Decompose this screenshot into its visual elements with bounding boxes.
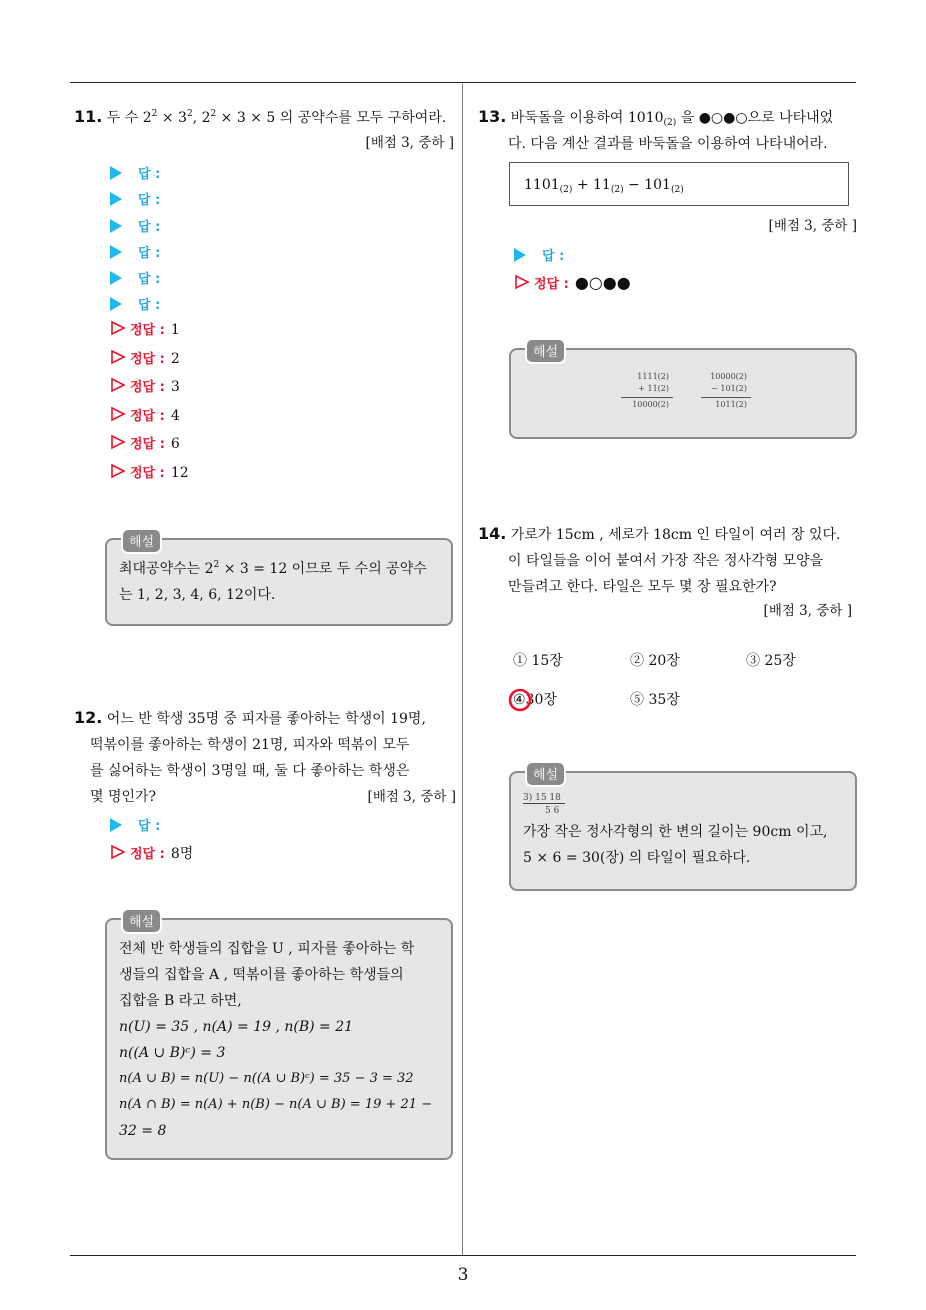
q12-number: 12. (74, 708, 103, 727)
q11-correct-list (110, 317, 189, 488)
top-rule (70, 82, 856, 83)
answer-row[interactable]: 답 : (110, 240, 160, 266)
correct-row: 정답 : 2 (110, 346, 189, 375)
q14-stem: 14. 가로가 15cm , 세로가 18cm 인 타일이 여러 장 있다. 이 타일들을 이어 붙여서 가장 작은 정사각형 모양을 만들려고 한다. 타일은 모두 몇 장 필요한가? (478, 524, 841, 595)
explanation-tag: 해설 (525, 761, 566, 787)
q11-score: [배점 3, 중하 ] (365, 135, 454, 151)
correct-row: 정답 : 4 (110, 403, 189, 432)
q12-answer (110, 813, 193, 868)
choice-4[interactable]: ④30장 (513, 689, 557, 709)
q13-expression-box: $1101_{(2)} + 11_{(2)} - 101_{(2)}$ (509, 162, 849, 206)
bottom-rule (70, 1255, 856, 1256)
correct-row: 정답 : 6 (110, 431, 189, 460)
correct-arrow-icon (110, 434, 126, 450)
answer-row[interactable]: 답 : (110, 813, 193, 839)
correct-arrow-icon (110, 349, 126, 365)
q11-explanation-box (105, 535, 453, 626)
page-number: 3 (457, 1265, 469, 1285)
q14-number: 14. (478, 524, 507, 543)
choice-2[interactable]: ② 20장 (630, 653, 680, 669)
correct-arrow-icon (110, 844, 126, 860)
answer-row[interactable]: 답 : (110, 187, 160, 213)
q11-stem: 11. 두 수 $2^2 \times 3^2$, $2^2 \times 3 \times 5$ 의 공약수를 모두 구하여라. (74, 107, 447, 126)
q11-explanation-text: 최대공약수는 $2^2 \times 3 = 12$ 이므로 두 수의 공약수 는 1, 2, 3, 4, 6, 12이다. (119, 560, 427, 603)
column-divider (462, 84, 463, 1255)
q12-score: [배점 3, 중하 ] (367, 789, 456, 805)
answer-row[interactable]: 답 : (514, 243, 631, 269)
correct-arrow-icon (110, 320, 126, 336)
correct-row: 정답 : 12 (110, 460, 189, 489)
answer-arrow-icon (110, 219, 122, 233)
calc-line (701, 397, 751, 398)
q13-explanation-box (509, 345, 857, 439)
q14-division-calc: 3) 15 18 5 6 (523, 793, 593, 819)
correct-row: 정답 : 3 (110, 374, 189, 403)
q12-explanation-box (105, 915, 453, 1160)
answer-row[interactable]: 답 : (110, 161, 160, 187)
answer-arrow-icon (110, 192, 122, 206)
calc-line (621, 397, 673, 398)
answer-row[interactable]: 답 : (110, 292, 160, 318)
q14-explanation-text: 가장 작은 정사각형의 한 변의 길이는 90cm 이고, 5 × 6 = 30(장) 의 타일이 필요하다. (523, 824, 828, 866)
answer-arrow-icon (110, 166, 122, 180)
explanation-tag: 해설 (525, 338, 566, 364)
choice-1[interactable]: ① 15장 (513, 653, 563, 669)
answer-arrow-icon (110, 271, 122, 285)
q12-stem: 12. 어느 반 학생 35명 중 피자를 좋아하는 학생이 19명, 떡볶이를 좋아하는 학생이 21명, 피자와 떡볶이 모두 를 싫어하는 학생이 3명일 때, 둘 다 좋아하는 학생은 몇 명인가? [배점 3, 중하 ] (74, 705, 456, 810)
answer-arrow-icon (110, 297, 122, 311)
choice-3[interactable]: ③ 25장 (746, 653, 796, 669)
choice-5[interactable]: ⑤ 35장 (630, 692, 680, 708)
q13-calc-right: 10000(2) − 101(2) 1011(2) (701, 372, 751, 416)
correct-row: 정답 : 8명 (110, 841, 193, 867)
q13-calc-left: 1111(2) + 11(2) 10000(2) (621, 372, 673, 416)
correct-row: 정답 : ●○●● (514, 270, 631, 296)
q13-number: 13. (478, 107, 507, 126)
answer-row[interactable]: 답 : (110, 214, 160, 240)
q11-answers (110, 161, 160, 319)
correct-arrow-icon (514, 274, 530, 290)
q12-explanation-text: 전체 반 학생들의 집합을 U , 피자를 좋아하는 학 생들의 집합을 A , 떡볶이를 좋아하는 학생들의 집합을 B 라고 하면, n(U) = 35 , n(A) = 19 , n(B) = 21 n((A ∪ B)ᶜ) = 3 n(A ∪ B) = n(U) − n((A ∪ B)ᶜ) = 35 − 3 = 32 n(A ∩ B) = n(A) + n(B) − n(A ∪ B) = 19 + 21 − 32 = 8 (119, 941, 433, 1139)
answer-arrow-icon (110, 245, 122, 259)
q14-explanation-box (509, 768, 857, 891)
selected-circle-icon (508, 688, 532, 712)
explanation-tag: 해설 (121, 528, 162, 554)
q14-score: [배점 3, 중하 ] (763, 603, 852, 619)
correct-arrow-icon (110, 406, 126, 422)
q13-answer (514, 243, 631, 297)
correct-arrow-icon (110, 377, 126, 393)
q13-stem: 13. 바둑돌을 이용하여 $1010_{(2)}$ 을 ●○●○으로 나타내었 다. 다음 계산 결과를 바둑돌을 이용하여 나타내어라. (478, 107, 834, 152)
answer-arrow-icon (110, 818, 122, 832)
correct-row: 정답 : 1 (110, 317, 189, 346)
answer-arrow-icon (514, 248, 526, 262)
correct-arrow-icon (110, 463, 126, 479)
answer-row[interactable]: 답 : (110, 266, 160, 292)
q11-number: 11. (74, 107, 103, 126)
explanation-tag: 해설 (121, 908, 162, 934)
q13-score: [배점 3, 중하 ] (768, 218, 857, 234)
